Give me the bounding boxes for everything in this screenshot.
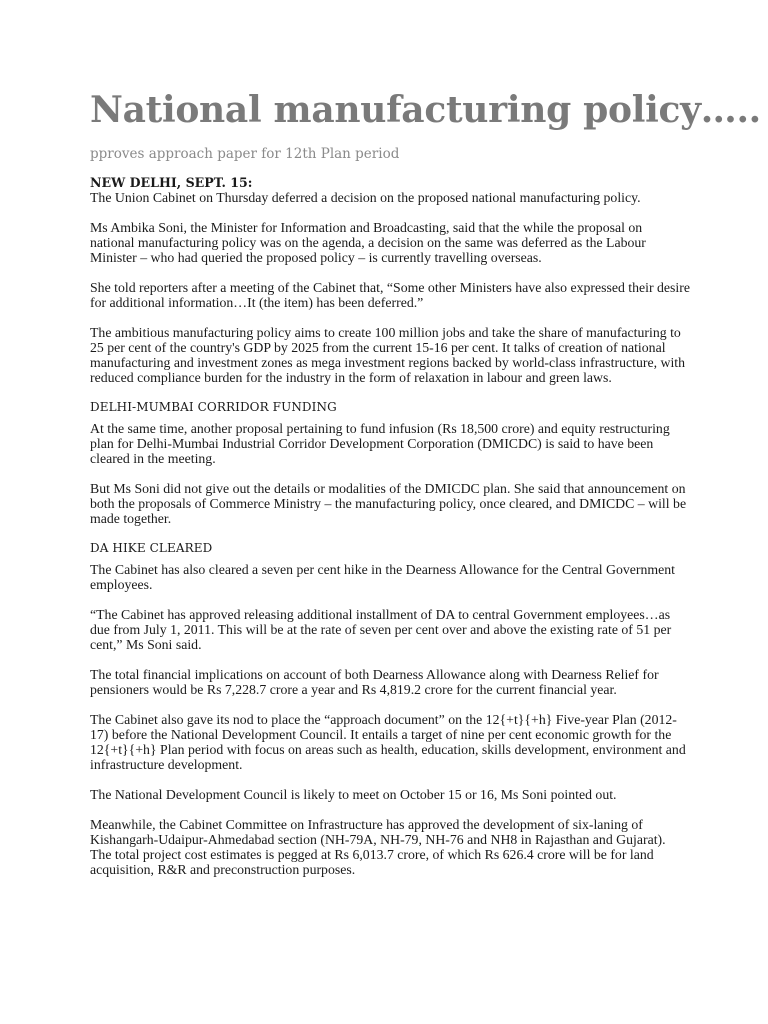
paragraph: The National Development Council is likely to meet on October 15 or 16, Ms Soni pointed out.: [90, 787, 617, 802]
section-heading-da-hike: DA HIKE CLEARED: [90, 541, 213, 555]
paragraph: The Cabinet has also cleared a seven per cent hike in the Dearness Allowance for the Central Government employees.: [90, 562, 675, 592]
section-heading-corridor-funding: DELHI-MUMBAI CORRIDOR FUNDING: [90, 400, 337, 414]
paragraph: Ms Ambika Soni, the Minister for Information and Broadcasting, said that the while the proposal on national manufacturing policy was on the agenda, a decision on the same was deferred as the Labour Minister – who had queried the proposed policy – is currently travelling overseas.: [90, 220, 646, 265]
document-page: [90, 88, 761, 892]
dateline: NEW DELHI, SEPT. 15:: [90, 175, 253, 190]
article-body: [90, 175, 690, 877]
paragraph: “The Cabinet has approved releasing additional installment of DA to central Government employees…as due from July 1, 2011. This will be at the rate of seven per cent over and above the existing rate of 51 per cent,” Ms Soni said.: [90, 607, 672, 652]
page-title: National manufacturing policy…..: [90, 89, 761, 131]
page-subtitle: pproves approach paper for 12th Plan period: [90, 146, 400, 162]
paragraph: The Union Cabinet on Thursday deferred a decision on the proposed national manufacturing policy.: [90, 190, 641, 205]
paragraph: She told reporters after a meeting of the Cabinet that, “Some other Ministers have also expressed their desire for additional information…It (the item) has been deferred.”: [90, 280, 690, 310]
paragraph: But Ms Soni did not give out the details or modalities of the DMICDC plan. She said that announcement on both the proposals of Commerce Ministry – the manufacturing policy, once cleared, and DMICDC – will be made together.: [90, 481, 687, 526]
paragraph: The Cabinet also gave its nod to place the “approach document” on the 12{+t}{+h} Five-year Plan (2012-17) before the National Development Council. It entails a target of nine per cent economic growth for the 12{+t}{+h} Plan period with focus on areas such as health, education, skills development, environment and infrastructure development.: [90, 712, 686, 772]
paragraph: At the same time, another proposal pertaining to fund infusion (Rs 18,500 crore) and equity restructuring plan for Delhi-Mumbai Industrial Corridor Development Corporation (DMICDC) is said to have been cleared in the meeting.: [90, 421, 670, 466]
paragraph: The ambitious manufacturing policy aims to create 100 million jobs and take the share of manufacturing to 25 per cent of the country's GDP by 2025 from the current 15-16 per cent. It talks of creation of national manufacturing and investment zones as mega investment regions backed by world-class infrastructure, with reduced compliance burden for the industry in the form of relaxation in labour and green laws.: [90, 325, 686, 385]
paragraph: Meanwhile, the Cabinet Committee on Infrastructure has approved the development of six-laning of Kishangarh-Udaipur-Ahmedabad section (NH-79A, NH-79, NH-76 and NH8 in Rajasthan and Gujarat). The total project cost estimates is pegged at Rs 6,013.7 crore, of which Rs 626.4 crore will be for land acquisition, R&R and preconstruction purposes.: [90, 817, 666, 877]
paragraph: The total financial implications on account of both Dearness Allowance along with Dearness Relief for pensioners would be Rs 7,228.7 crore a year and Rs 4,819.2 crore for the current financial year.: [90, 667, 659, 697]
